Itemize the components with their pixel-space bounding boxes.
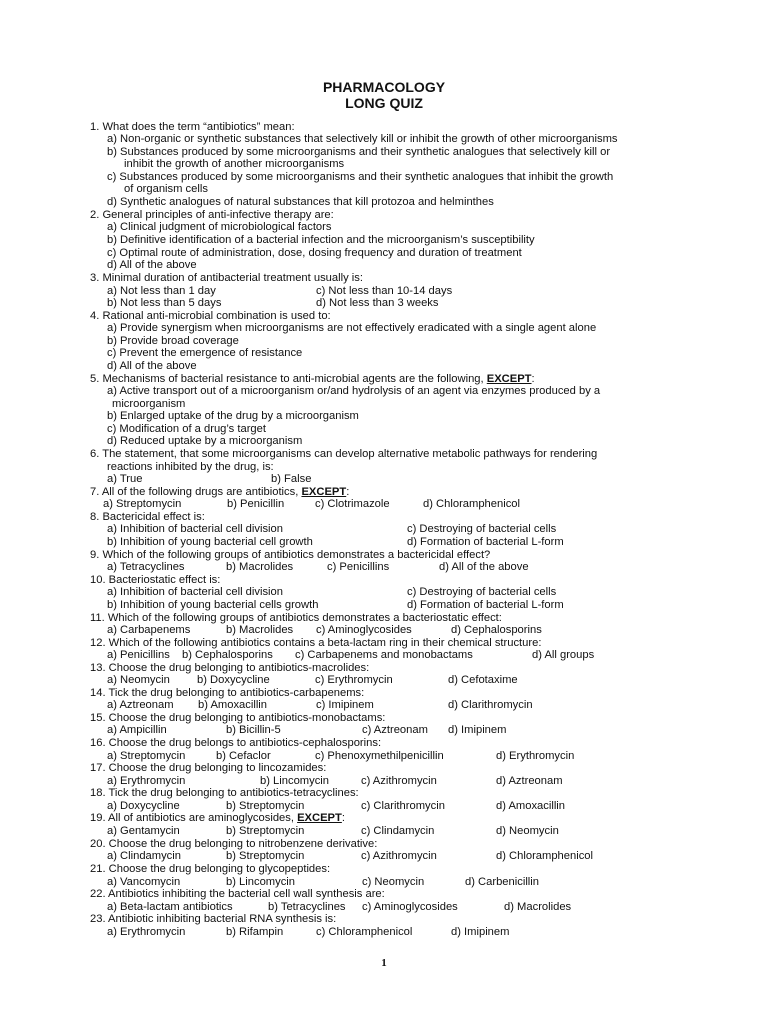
line-text: b) Provide broad coverage (107, 335, 239, 347)
answer-option: c) Imipinem (316, 699, 374, 711)
line-text: 7. All of the following drugs are antibiotics, (90, 486, 299, 498)
answer-option (107, 234, 535, 247)
line-text: d) All of the above (107, 259, 197, 271)
line-text: 6. The statement, that some microorganisms can develop alternative metabolic pathways for rendering (90, 448, 598, 460)
answer-option: d) Cephalosporins (451, 624, 542, 636)
answer-option: b) Doxycycline (197, 674, 270, 686)
answer-option: a) Not less than 1 day (107, 285, 216, 297)
line-text: 23. Antibiotic inhibiting bacterial RNA synthesis is: (90, 913, 337, 925)
line-text: 1. What does the term “antibiotics” mean: (90, 121, 295, 133)
answer-option: a) Erythromycin (107, 926, 186, 938)
answer-option: b) Cephalosporins (182, 649, 273, 661)
line-text: inhibit the growth of another microorganisms (124, 158, 345, 170)
page-subtitle: LONG QUIZ (345, 95, 423, 111)
answer-option: c) Destroying of bacterial cells (407, 523, 557, 535)
answer-option: d) Chloramphenicol (423, 498, 521, 510)
line-text: 9. Which of the following groups of antibiotics demonstrates a bactericidal effect? (90, 549, 491, 561)
answer-option (107, 196, 494, 209)
answer-option: b) Rifampin (226, 926, 284, 938)
answer-option (107, 221, 331, 234)
answer-option: b) False (271, 473, 312, 485)
answer-option: d) Neomycin (496, 825, 559, 837)
line-text: 22. Antibiotics inhibiting the bacterial cell wall synthesis are: (90, 888, 385, 900)
line-text: 13. Choose the drug belonging to antibiotics-macrolides: (90, 662, 370, 674)
punctuation: : (341, 812, 345, 824)
answer-option: a) Ampicillin (107, 724, 167, 736)
answer-option: c) Clindamycin (361, 825, 435, 837)
line-text: 15. Choose the drug belonging to antibiotics-monobactams: (90, 712, 386, 724)
answer-option (124, 158, 344, 171)
answer-option: c) Phenoxymethilpenicillin (315, 750, 444, 762)
answer-option: d) Amoxacillin (496, 800, 566, 812)
punctuation: : (346, 486, 350, 498)
answer-option: d) Not less than 3 weeks (316, 297, 439, 309)
answer-option: c) Erythromycin (315, 674, 393, 686)
answer-option (107, 133, 618, 146)
answer-option: b) Lincomycin (226, 876, 296, 888)
answer-option: d) All of the above (439, 561, 529, 573)
answer-option: c) Aminoglycosides (316, 624, 412, 636)
line-text: 3. Minimal duration of antibacterial treatment usually is: (90, 272, 363, 284)
line-text: b) Enlarged uptake of the drug by a microorganism (107, 410, 359, 422)
answer-option (107, 347, 302, 360)
punctuation: : (531, 373, 535, 385)
answer-option: d) Formation of bacterial L-form (407, 599, 564, 611)
answer-option: c) Destroying of bacterial cells (407, 586, 557, 598)
line-text: 19. All of antibiotics are aminoglycosides, (90, 812, 294, 824)
answer-option: a) Carbapenems (107, 624, 191, 636)
line-text: a) Non-organic or synthetic substances that selectively kill or inhibit the growth of other microorganisms (107, 133, 618, 145)
line-text: a) Provide synergism when microorganisms are not effectively eradicated with a single agent alone (107, 322, 597, 334)
answer-option: a) Beta-lactam antibiotics (107, 901, 233, 913)
line-text: c) Modification of a drug’s target (107, 423, 266, 435)
answer-option: d) Imipinem (451, 926, 510, 938)
line-text: 14. Tick the drug belonging to antibiotics-carbapenems: (90, 687, 365, 699)
answer-option: d) Erythromycin (496, 750, 575, 762)
line-text: c) Optimal route of administration, dose, dosing frequency and duration of treatment (107, 247, 522, 259)
answer-option (107, 322, 596, 335)
answer-option: a) Streptomycin (103, 498, 182, 510)
line-text: 4. Rational anti-microbial combination is used to: (90, 310, 331, 322)
line-text: 21. Choose the drug belonging to glycopeptides: (90, 863, 331, 875)
line-text: 11. Which of the following groups of antibiotics demonstrates a bacteriostatic effect: (90, 612, 502, 624)
line-text: c) Substances produced by some microorganisms and their synthetic analogues that inhibit the growth (107, 171, 614, 183)
except-emphasis: EXCEPT (486, 373, 532, 385)
answer-option: c) Aztreonam (362, 724, 428, 736)
answer-option: a) Aztreonam (107, 699, 174, 711)
answer-option: b) Bicillin-5 (226, 724, 281, 736)
question-text (90, 737, 381, 750)
answer-option: b) Macrolides (226, 561, 294, 573)
line-text: 12. Which of the following antibiotics contains a beta-lactam ring in their chemical structure: (90, 637, 542, 649)
line-text: 20. Choose the drug belonging to nitrobenzene derivative: (90, 838, 378, 850)
page-title: PHARMACOLOGY (322, 79, 446, 95)
answer-option: b) Penicillin (227, 498, 285, 510)
answer-option: c) Penicillins (327, 561, 390, 573)
answer-option: a) Clindamycin (107, 850, 181, 862)
answer-option: c) Not less than 10-14 days (316, 285, 453, 297)
except-emphasis: EXCEPT (297, 812, 342, 824)
answer-option: d) All groups (532, 649, 595, 661)
question-text (90, 863, 330, 876)
line-text: d) All of the above (107, 360, 197, 372)
answer-option: b) Tetracyclines (268, 901, 346, 913)
answer-option: a) Tetracyclines (107, 561, 185, 573)
answer-option: b) Streptomycin (226, 825, 305, 837)
answer-option: a) Inhibition of bacterial cell division (107, 586, 283, 598)
answer-option: d) Carbenicillin (465, 876, 539, 888)
line-text: 18. Tick the drug belonging to antibiotics-tetracyclines: (90, 787, 359, 799)
answer-option: b) Amoxacillin (198, 699, 268, 711)
answer-option: d) Aztreonam (496, 775, 563, 787)
line-text: 5. Mechanisms of bacterial resistance to anti-microbial agents are the following, (90, 373, 484, 385)
line-text: a) Clinical judgment of microbiological factors (107, 221, 332, 233)
answer-option: b) Not less than 5 days (107, 297, 222, 309)
answer-option: c) Clarithromycin (361, 800, 445, 812)
except-emphasis: EXCEPT (301, 486, 347, 498)
question-text (90, 762, 326, 775)
question-text (90, 888, 385, 901)
line-text: 10. Bacteriostatic effect is: (90, 574, 221, 586)
question-text (90, 272, 363, 285)
line-text: b) Definitive identification of a bacterial infection and the microorganism’s susceptibility (107, 234, 535, 246)
question-text (90, 913, 336, 926)
answer-option: c) Neomycin (362, 876, 425, 888)
answer-option: c) Aminoglycosides (362, 901, 458, 913)
line-text: d) Reduced uptake by a microorganism (107, 435, 303, 447)
answer-option: b) Lincomycin (260, 775, 330, 787)
answer-option (107, 360, 197, 373)
answer-option: c) Azithromycin (361, 850, 437, 862)
answer-option: c) Chloramphenicol (316, 926, 413, 938)
answer-option: a) Doxycycline (107, 800, 180, 812)
answer-option (107, 259, 197, 272)
line-text: of organism cells (124, 183, 208, 195)
answer-option: b) Macrolides (226, 624, 294, 636)
answer-option: d) Clarithromycin (448, 699, 533, 711)
answer-option: b) Streptomycin (226, 800, 305, 812)
answer-option: d) Macrolides (504, 901, 572, 913)
answer-option (124, 183, 208, 196)
answer-option: a) Inhibition of bacterial cell division (107, 523, 283, 535)
question-text (90, 448, 597, 461)
answer-option: b) Inhibition of young bacterial cells growth (107, 599, 319, 611)
line-text: b) Substances produced by some microorganisms and their synthetic analogues that selectively kill or (107, 146, 611, 158)
line-text: c) Prevent the emergence of resistance (107, 347, 303, 359)
answer-option (107, 385, 600, 398)
answer-option: a) Gentamycin (107, 825, 180, 837)
answer-option: b) Streptomycin (226, 850, 305, 862)
answer-option: a) Erythromycin (107, 775, 186, 787)
answer-option: a) Vancomycin (107, 876, 181, 888)
answer-option: a) Streptomycin (107, 750, 186, 762)
line-text: reactions inhibited by the drug, is: (107, 461, 274, 473)
question-text (90, 812, 345, 825)
answer-option: b) Inhibition of young bacterial cell growth (107, 536, 313, 548)
answer-option: d) Cefotaxime (448, 674, 518, 686)
answer-option: a) Penicillins (107, 649, 170, 661)
answer-option: d) Formation of bacterial L-form (407, 536, 564, 548)
answer-option: c) Clotrimazole (315, 498, 390, 510)
page-number: 1 (381, 957, 387, 969)
line-text: microorganism (112, 398, 186, 410)
line-text: 2. General principles of anti-infective therapy are: (90, 209, 334, 221)
answer-option: c) Carbapenems and monobactams (295, 649, 473, 661)
line-text: 8. Bactericidal effect is: (90, 511, 205, 523)
question-text (90, 787, 359, 800)
line-text: 17. Choose the drug belonging to lincozamides: (90, 762, 327, 774)
line-text: 16. Choose the drug belongs to antibiotics-cephalosporins: (90, 737, 382, 749)
answer-option (107, 410, 359, 423)
answer-option: c) Azithromycin (361, 775, 437, 787)
line-text: a) Active transport out of a microorganism or/and hydrolysis of an agent via enzymes produced by a (107, 385, 601, 397)
answer-option: a) True (107, 473, 143, 485)
answer-option: d) Imipinem (448, 724, 507, 736)
answer-option: d) Chloramphenicol (496, 850, 594, 862)
answer-option: a) Neomycin (107, 674, 170, 686)
answer-option: b) Cefaclor (216, 750, 271, 762)
line-text: d) Synthetic analogues of natural substances that kill protozoa and helminthes (107, 196, 494, 208)
answer-option (107, 435, 302, 448)
